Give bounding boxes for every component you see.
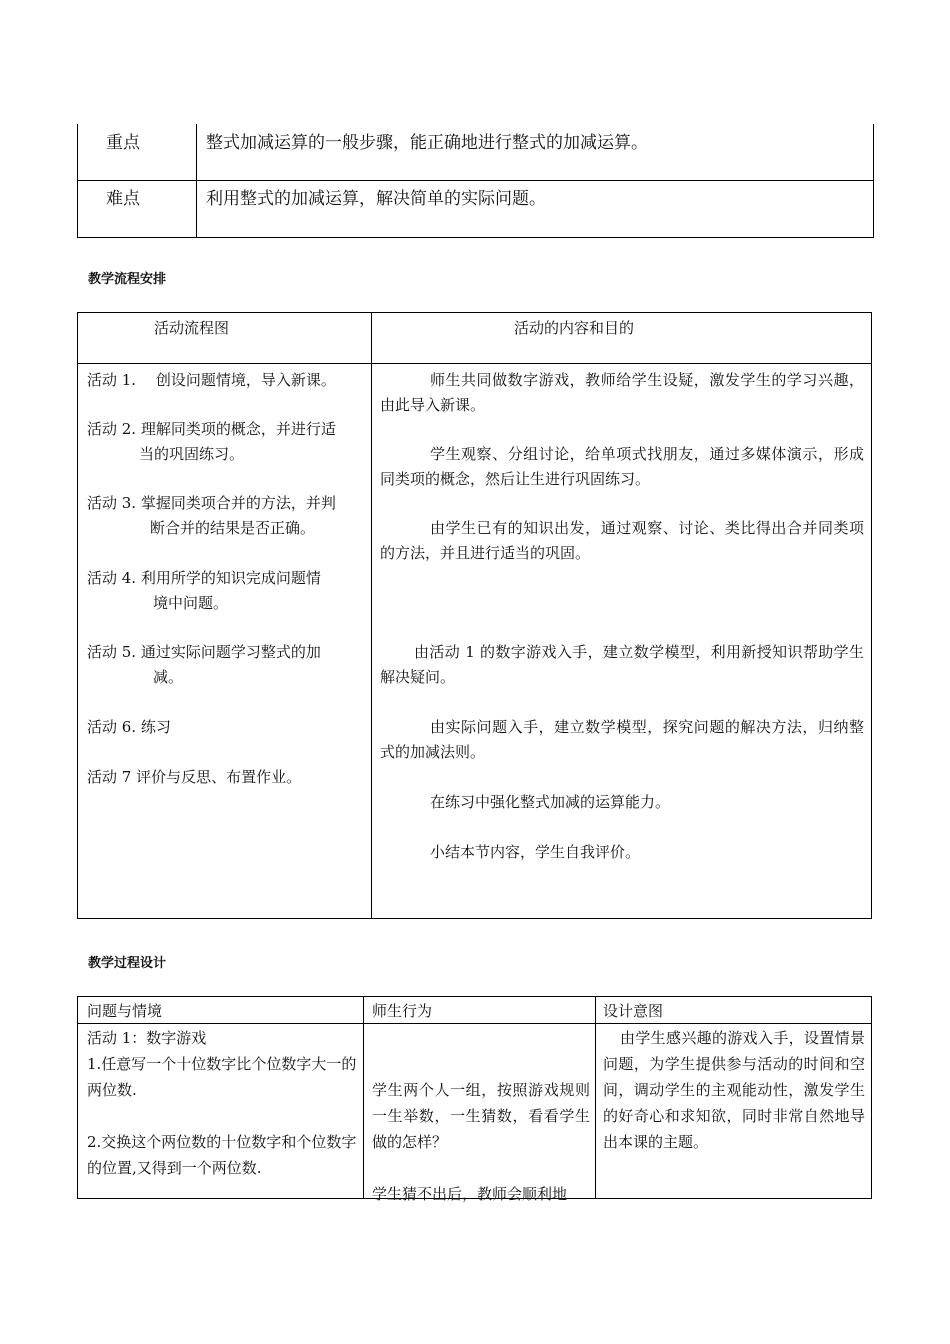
purpose-paragraph: 在练习中强化整式加减的运算能力。 (430, 793, 671, 811)
purpose-paragraph: 由学生已有的知识出发，通过观察、讨论、类比得出合并同类项的方法，并且进行适当的巩固。 (380, 519, 864, 562)
difficulty-text: 利用整式的加减运算，解决简单的实际问题。 (206, 189, 546, 209)
purpose-paragraph: 小结本节内容，学生自我评价。 (430, 843, 641, 861)
header-teacher-student: 师生行为 (372, 1002, 433, 1020)
activity-text-cont: 境中问题。 (153, 594, 229, 612)
teacher-student-cell (372, 1077, 590, 1207)
header-divider (78, 363, 871, 364)
activity-item (87, 765, 359, 790)
activity-text: 活动 7 评价与反思、布置作业。 (87, 768, 302, 786)
purpose-paragraph: 由活动 1 的数字游戏入手，建立数学模型，利用新授知识帮助学生解决疑问。 (380, 643, 864, 686)
header-divider (78, 1023, 871, 1024)
purpose-paragraph: 师生共同做数字游戏，教师给学生设疑，激发学生的学习兴趣，由此导入新课。 (380, 371, 864, 414)
activity-text-cont: 当的巩固练习。 (139, 445, 245, 463)
purpose-paragraph: 由实际问题入手，建立数学模型，探究问题的解决方法，归纳整式的加减法则。 (380, 718, 864, 761)
activity-text: 活动 5. 通过实际问题学习整式的加 (87, 643, 321, 661)
key-points-table (77, 124, 874, 238)
column-divider (371, 313, 372, 918)
column-divider (595, 997, 596, 1198)
design-intent-cell: 由学生感兴趣的游戏入手，设置情景问题，为学生提供参与活动的时间和空间，调动学生的主观能动性，激发学生的好奇心和求知欲，同时非常自然地导出本课的主题。 (603, 1029, 865, 1151)
activity-text: 活动 1. 创设问题情境，导入新课。 (87, 371, 336, 389)
difficulty-label: 难点 (106, 189, 140, 209)
process-design-table (77, 996, 872, 1203)
column-divider (363, 997, 364, 1198)
problem-item: 1.任意写一个十位数字比个位数字大一的两位数. (87, 1055, 357, 1099)
header-design-intent: 设计意图 (603, 1002, 664, 1020)
activity-text-cont: 断合并的结果是否正确。 (150, 519, 316, 537)
behavior-paragraph: 学生猜不出后，教师会顺利地 (372, 1185, 568, 1203)
activity-item (87, 491, 359, 541)
activity-title: 活动 1：数字游戏 (87, 1029, 207, 1047)
activity-item (87, 566, 359, 616)
key-point-label: 重点 (106, 133, 140, 153)
behavior-paragraph: 学生两个人一组，按照游戏规则一生举数，一生猜数，看看学生做的怎样？ (372, 1081, 590, 1151)
section-heading-process: 教学过程设计 (88, 956, 167, 971)
activity-item (87, 640, 359, 690)
teaching-flow-table (77, 312, 872, 919)
activity-text-cont: 减。 (153, 668, 184, 686)
activity-text: 活动 2. 理解同类项的概念，并进行适 (87, 420, 336, 438)
key-point-text: 整式加减运算的一般步骤，能正确地进行整式的加减运算。 (206, 133, 648, 153)
activity-item (87, 715, 359, 740)
section-heading-flow: 教学流程安排 (88, 272, 167, 287)
activity-text: 活动 6. 练习 (87, 718, 171, 736)
header-problem-situation: 问题与情境 (87, 1002, 163, 1020)
header-flowchart: 活动流程图 (154, 319, 230, 337)
problem-cell (87, 1025, 357, 1181)
row-divider (78, 180, 873, 181)
activity-item (87, 368, 359, 393)
activity-text: 活动 4. 利用所学的知识完成问题情 (87, 569, 321, 587)
problem-item: 2.交换这个两位数的十位数字和个位数字的位置,又得到一个两位数. (87, 1133, 357, 1177)
header-content-purpose: 活动的内容和目的 (514, 319, 635, 337)
activity-text: 活动 3. 掌握同类项合并的方法，并判 (87, 494, 336, 512)
purpose-paragraph: 学生观察、分组讨论，给单项式找朋友，通过多媒体演示，形成同类项的概念，然后让生进行巩固练习。 (380, 445, 864, 488)
activity-item (87, 417, 359, 467)
